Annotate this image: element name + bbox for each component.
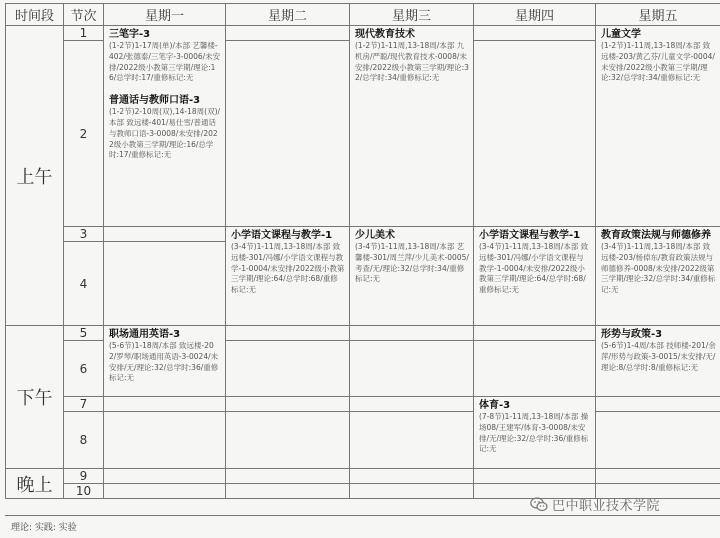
header-row [6,4,720,26]
slot-number: 1 [64,26,104,41]
course-cell-wed-am1[interactable] [350,26,474,227]
empty-cell [596,397,720,412]
empty-cell [350,469,474,484]
course-title: 少儿美术 [355,229,469,242]
course-detail: (5-6节)1-18周/本部 致远楼-202/罗琴/职场通用英语-3-0024/未安排/无/理论:32/总学时:36/重修标记:无 [109,341,221,384]
course-cell-thu-am2[interactable] [474,227,596,326]
slot-row-7 [6,397,720,412]
footer-legend [5,515,720,538]
course-detail: (1-2节)2-10周(双),14-18周(双)/本部 致远楼-401/易仕雪/普通话与教师口语-3-0008/未安排/2022级小教第三学期/理论:16/总学时:17/重修标记:无 [109,107,221,161]
course-title: 形势与政策-3 [601,328,716,341]
period-column-header: 时间段 [6,4,64,26]
slot-number: 7 [64,397,104,412]
day-header-monday: 星期一 [104,4,226,26]
course-detail: (1-2节)1-17周(单)/本部 艺馨楼-402/张德泰/三笔字-3-0006/未安排/2022级小教第三学期/理论:16/总学时:17/重修标记:无 [109,41,221,84]
course-title: 现代教育技术 [355,28,469,41]
course-title: 小学语文课程与教学-1 [231,229,345,242]
course-title: 三笔字-3 [109,28,221,41]
empty-cell [226,469,350,484]
course-detail: (3-4节)1-11周,13-18周/本部 艺馨楼-301/周兰萍/少儿美术-0005/考查/无/理论:32/总学时:34/重修标记:无 [355,242,469,285]
period-afternoon: 下午 [6,326,64,469]
watermark [530,495,660,514]
slot-row-3 [6,227,720,242]
slot-row-5 [6,326,720,341]
course-detail: (5-6节)1-4周/本部 技师楼-201/余萍/形势与政策-3-0015/未安排/无/理论:8/总学时:8/重修标记:无 [601,341,716,373]
empty-cell [226,41,350,227]
empty-cell [104,412,226,469]
course-cell-tue-am2[interactable] [226,227,350,326]
day-header-tuesday: 星期二 [226,4,350,26]
course-title: 普通话与教师口语-3 [109,94,221,107]
period-evening: 晚上 [6,469,64,499]
slot-number: 2 [64,41,104,227]
slot-number: 8 [64,412,104,469]
slot-row-1 [6,26,720,41]
empty-cell [350,341,474,397]
empty-cell [226,341,350,397]
empty-cell [474,41,596,227]
course-title: 职场通用英语-3 [109,328,221,341]
slot-row-9 [6,469,720,484]
course-title: 儿童文学 [601,28,716,41]
empty-cell [226,326,350,341]
course-cell-thu-pm2[interactable] [474,397,596,469]
empty-cell [104,469,226,484]
course-title: 教育政策法规与师德修养 [601,229,716,242]
empty-cell [350,326,474,341]
course-detail: (1-2节)1-11周,13-18周/本部 九机房/严聪/现代教育技术-0008/未安排/2022级小教第三学期/理论:32/总学时:34/重修标记:无 [355,41,469,84]
empty-cell [104,484,226,499]
course-cell-fri-am1[interactable] [596,26,720,227]
empty-cell [474,26,596,41]
course-detail: (7-8节)1-11周,13-18周/本部 操场08/王建军/体育-3-0008/未安排/无/理论:32/总学时:36/重修标记:无 [479,412,591,455]
course-cell-mon-pm1[interactable] [104,326,226,397]
course-detail: (3-4节)1-11周,13-18周/本部 致远楼-301/冯娜/小学语文课程与教学-1-0004/未安排/2022级小教第三学期/理论:64/总学时:68/重修标记:无 [231,242,345,296]
timetable [5,3,720,499]
course-title: 小学语文课程与教学-1 [479,229,591,242]
wechat-icon [530,497,548,512]
course-cell-wed-am2[interactable] [350,227,474,326]
empty-cell [226,412,350,469]
slot-row-8 [6,412,720,469]
empty-cell [226,397,350,412]
slot-number: 3 [64,227,104,242]
course-cell-fri-am2[interactable] [596,227,720,326]
slot-column-header: 节次 [64,4,104,26]
slot-number: 9 [64,469,104,484]
slot-number: 4 [64,242,104,326]
watermark-text: 巴中职业技术学院 [552,495,660,514]
course-cell-fri-pm1[interactable] [596,326,720,397]
course-cell-mon-am1[interactable] [104,26,226,227]
empty-cell [596,469,720,484]
slot-number: 10 [64,484,104,499]
empty-cell [350,484,474,499]
period-morning: 上午 [6,26,64,326]
course-detail: (3-4节)1-11周,13-18周/本部 致远楼-301/冯娜/小学语文课程与教学-1-0004/未安排/2022级小教第三学期/理论:64/总学时:68/重修标记:无 [479,242,591,296]
empty-cell [474,326,596,341]
course-detail: (1-2节)1-11周,13-18周/本部 致远楼-203/黄乙芬/儿童文学-0004/未安排/2022级小教第三学期/理论:32/总学时:34/重修标记:无 [601,41,716,84]
empty-cell [350,397,474,412]
empty-cell [226,26,350,41]
course-detail: (3-4节)1-11周,13-18周/本部 致远楼-203/杨倬东/教育政策法规与师德修养-0008/未安排/2022级第三学期/理论:32/总学时:34/重修标记:无 [601,242,716,296]
empty-cell [104,242,226,326]
day-header-wednesday: 星期三 [350,4,474,26]
day-header-thursday: 星期四 [474,4,596,26]
empty-cell [104,397,226,412]
empty-cell [474,469,596,484]
empty-cell [596,412,720,469]
empty-cell [350,412,474,469]
empty-cell [226,484,350,499]
empty-cell [474,341,596,397]
legend-text: 理论: 实践: 实验 [11,520,77,533]
course-title: 体育-3 [479,399,591,412]
slot-number: 5 [64,326,104,341]
empty-cell [104,227,226,242]
slot-number: 6 [64,341,104,397]
day-header-friday: 星期五 [596,4,720,26]
